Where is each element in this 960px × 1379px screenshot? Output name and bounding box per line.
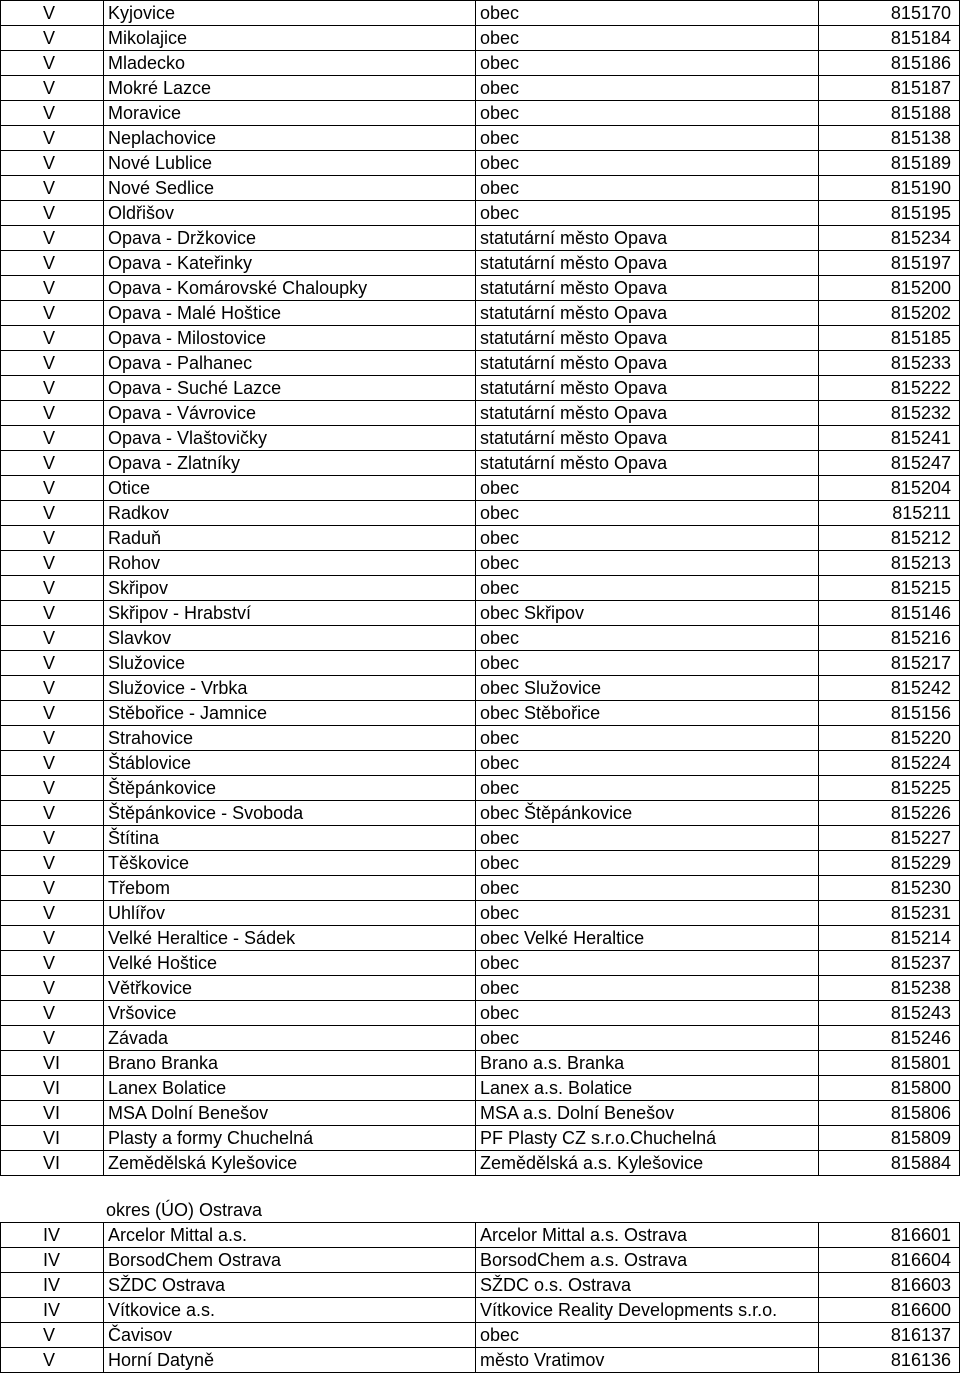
category-cell: V [1,701,104,726]
category-cell: V [1,426,104,451]
locality-name-cell: Štítina [104,826,476,851]
category-cell: V [1,526,104,551]
locality-code-cell: 816137 [819,1323,960,1348]
table-row [1,401,960,426]
category-cell: V [1,551,104,576]
locality-code-cell: 816603 [819,1273,960,1298]
category-cell: V [1,226,104,251]
category-cell: V [1,151,104,176]
category-cell: V [1,176,104,201]
locality-type-cell: obec [476,851,819,876]
locality-code-cell: 815184 [819,26,960,51]
table-row [1,351,960,376]
locality-name-cell: Zemědělská Kylešovice [104,1151,476,1176]
locality-type-cell: obec [476,76,819,101]
table-row [1,501,960,526]
category-cell: V [1,351,104,376]
locality-type-cell: město Vratimov [476,1348,819,1373]
table-row [1,1001,960,1026]
category-cell: V [1,876,104,901]
locality-code-cell: 815234 [819,226,960,251]
locality-name-cell: Horní Datyně [104,1348,476,1373]
category-cell: V [1,26,104,51]
category-cell: V [1,951,104,976]
category-cell: V [1,851,104,876]
category-cell: IV [1,1273,104,1298]
table-row [1,101,960,126]
locality-code-cell: 815186 [819,51,960,76]
locality-name-cell: Arcelor Mittal a.s. [104,1223,476,1248]
locality-type-cell: obec [476,151,819,176]
locality-type-cell: Zemědělská a.s. Kylešovice [476,1151,819,1176]
locality-table-body [1,1,960,1176]
locality-name-cell: Nové Lublice [104,151,476,176]
locality-code-cell: 815229 [819,851,960,876]
category-cell: V [1,76,104,101]
locality-name-cell: Kyjovice [104,1,476,26]
locality-type-cell: statutární město Opava [476,401,819,426]
table-row [1,801,960,826]
locality-name-cell: Vítkovice a.s. [104,1298,476,1323]
locality-type-cell: statutární město Opava [476,301,819,326]
locality-type-cell: obec [476,626,819,651]
locality-code-cell: 815156 [819,701,960,726]
category-cell: VI [1,1101,104,1126]
locality-type-cell: obec [476,951,819,976]
locality-type-cell: obec [476,576,819,601]
category-cell: V [1,726,104,751]
category-cell: V [1,376,104,401]
table-row [1,1151,960,1176]
table-row [1,1051,960,1076]
locality-type-cell: obec [476,51,819,76]
locality-code-cell: 815211 [819,501,960,526]
locality-code-cell: 815231 [819,901,960,926]
locality-code-cell: 816136 [819,1348,960,1373]
table-row [1,551,960,576]
locality-code-cell: 815216 [819,626,960,651]
category-cell: V [1,751,104,776]
table-row [1,426,960,451]
locality-type-cell: Vítkovice Reality Developments s.r.o. [476,1298,819,1323]
category-cell: V [1,451,104,476]
locality-type-cell: Brano a.s. Branka [476,1051,819,1076]
table-row [1,851,960,876]
table-row [1,1223,960,1248]
table-row [1,276,960,301]
locality-name-cell: Radkov [104,501,476,526]
category-cell: V [1,401,104,426]
locality-type-cell: obec [476,726,819,751]
locality-type-cell: obec [476,26,819,51]
locality-code-cell: 815170 [819,1,960,26]
table-row [1,576,960,601]
category-cell: V [1,476,104,501]
locality-code-cell: 815195 [819,201,960,226]
category-cell: VI [1,1051,104,1076]
locality-code-cell: 816604 [819,1248,960,1273]
locality-code-cell: 816601 [819,1223,960,1248]
category-cell: V [1,776,104,801]
locality-name-cell: Skřipov - Hrabství [104,601,476,626]
table-row [1,326,960,351]
table-row [1,1323,960,1348]
table-row [1,451,960,476]
locality-type-cell: obec [476,776,819,801]
locality-name-cell: Opava - Zlatníky [104,451,476,476]
locality-code-cell: 815215 [819,576,960,601]
category-cell: V [1,826,104,851]
locality-code-cell: 815188 [819,101,960,126]
locality-type-cell: statutární město Opava [476,276,819,301]
table-row [1,151,960,176]
locality-code-cell: 815212 [819,526,960,551]
locality-name-cell: Opava - Vávrovice [104,401,476,426]
locality-code-cell: 815241 [819,426,960,451]
locality-name-cell: BorsodChem Ostrava [104,1248,476,1273]
locality-code-cell: 815217 [819,651,960,676]
locality-name-cell: Velké Hoštice [104,951,476,976]
locality-name-cell: SŽDC Ostrava [104,1273,476,1298]
locality-type-cell: obec [476,876,819,901]
category-cell: VI [1,1076,104,1101]
table-row [1,226,960,251]
locality-name-cell: Mladecko [104,51,476,76]
locality-table-body [1,1223,960,1373]
locality-type-cell: obec [476,1,819,26]
table-row [1,76,960,101]
category-cell: V [1,101,104,126]
category-cell: V [1,926,104,951]
category-cell: VI [1,1151,104,1176]
locality-name-cell: Moravice [104,101,476,126]
locality-name-cell: Vršovice [104,1001,476,1026]
locality-code-cell: 815227 [819,826,960,851]
locality-code-cell: 815226 [819,801,960,826]
locality-code-cell: 815809 [819,1126,960,1151]
locality-code-cell: 815247 [819,451,960,476]
category-cell: V [1,976,104,1001]
locality-name-cell: Mikolajice [104,26,476,51]
category-cell: V [1,676,104,701]
locality-type-cell: SŽDC o.s. Ostrava [476,1273,819,1298]
locality-code-cell: 815222 [819,376,960,401]
locality-name-cell: Strahovice [104,726,476,751]
locality-name-cell: Závada [104,1026,476,1051]
table-row [1,126,960,151]
table-row [1,701,960,726]
locality-type-cell: obec [476,1026,819,1051]
table-row [1,726,960,751]
table-row [1,526,960,551]
locality-type-cell: obec [476,826,819,851]
category-cell: V [1,51,104,76]
table-row [1,376,960,401]
locality-code-cell: 815202 [819,301,960,326]
table-row [1,251,960,276]
locality-name-cell: Třebom [104,876,476,901]
locality-name-cell: Oldřišov [104,201,476,226]
table-row [1,1298,960,1323]
locality-code-cell: 815884 [819,1151,960,1176]
table-row [1,1076,960,1101]
locality-code-cell: 815224 [819,751,960,776]
locality-name-cell: Velké Heraltice - Sádek [104,926,476,951]
locality-code-cell: 815237 [819,951,960,976]
table-row [1,1126,960,1151]
locality-code-cell: 815138 [819,126,960,151]
table-row [1,651,960,676]
locality-type-cell: obec [476,526,819,551]
locality-code-cell: 816600 [819,1298,960,1323]
category-cell: V [1,276,104,301]
table-row [1,976,960,1001]
table-row [1,626,960,651]
category-cell: IV [1,1248,104,1273]
locality-name-cell: Raduň [104,526,476,551]
locality-name-cell: Štěpánkovice - Svoboda [104,801,476,826]
locality-code-cell: 815204 [819,476,960,501]
table-row [1,476,960,501]
category-cell: IV [1,1298,104,1323]
locality-type-cell: PF Plasty CZ s.r.o.Chuchelná [476,1126,819,1151]
table-row [1,1,960,26]
locality-type-cell: statutární město Opava [476,251,819,276]
section-title: okres (ÚO) Ostrava [106,1200,263,1220]
category-cell: V [1,601,104,626]
locality-name-cell: Plasty a formy Chuchelná [104,1126,476,1151]
table-row [1,926,960,951]
locality-name-cell: Opava - Milostovice [104,326,476,351]
locality-code-cell: 815200 [819,276,960,301]
table-row [1,601,960,626]
locality-type-cell: statutární město Opava [476,451,819,476]
locality-code-cell: 815806 [819,1101,960,1126]
locality-name-cell: Opava - Kateřinky [104,251,476,276]
locality-code-cell: 815185 [819,326,960,351]
locality-type-cell: statutární město Opava [476,426,819,451]
table-row [1,1273,960,1298]
category-cell: IV [1,1223,104,1248]
category-cell: V [1,651,104,676]
locality-code-cell: 815220 [819,726,960,751]
locality-type-cell: obec [476,101,819,126]
locality-type-cell: statutární město Opava [476,226,819,251]
locality-type-cell: obec [476,551,819,576]
locality-name-cell: Opava - Držkovice [104,226,476,251]
locality-code-cell: 815187 [819,76,960,101]
locality-code-cell: 815243 [819,1001,960,1026]
locality-type-cell: obec [476,476,819,501]
locality-code-cell: 815238 [819,976,960,1001]
locality-name-cell: MSA Dolní Benešov [104,1101,476,1126]
locality-code-cell: 815189 [819,151,960,176]
locality-type-cell: obec [476,126,819,151]
locality-name-cell: Rohov [104,551,476,576]
locality-name-cell: Štěpánkovice [104,776,476,801]
locality-name-cell: Těškovice [104,851,476,876]
locality-type-cell: obec Velké Heraltice [476,926,819,951]
locality-type-cell: obec [476,1323,819,1348]
table-row [1,1026,960,1051]
locality-type-cell: statutární město Opava [476,376,819,401]
table-row [1,776,960,801]
locality-name-cell: Opava - Komárovské Chaloupky [104,276,476,301]
locality-name-cell: Otice [104,476,476,501]
category-cell: V [1,1323,104,1348]
locality-type-cell: obec [476,751,819,776]
category-cell: V [1,501,104,526]
table-row [1,26,960,51]
locality-type-cell: obec Služovice [476,676,819,701]
table-row [1,951,960,976]
locality-name-cell: Lanex Bolatice [104,1076,476,1101]
category-cell: V [1,1,104,26]
category-cell: V [1,301,104,326]
table-row [1,176,960,201]
locality-type-cell: statutární město Opava [476,351,819,376]
locality-name-cell: Nové Sedlice [104,176,476,201]
locality-type-cell: obec [476,201,819,226]
locality-code-cell: 815232 [819,401,960,426]
locality-type-cell: obec [476,651,819,676]
table-row [1,1348,960,1373]
table-row [1,301,960,326]
category-cell: V [1,626,104,651]
locality-type-cell: obec [476,976,819,1001]
locality-type-cell: obec Štěpánkovice [476,801,819,826]
locality-name-cell: Služovice - Vrbka [104,676,476,701]
locality-name-cell: Slavkov [104,626,476,651]
locality-type-cell: obec [476,176,819,201]
locality-type-cell: obec [476,901,819,926]
locality-code-cell: 815197 [819,251,960,276]
table-row [1,826,960,851]
table-row [1,676,960,701]
table-row [1,51,960,76]
table-row [1,751,960,776]
category-cell: VI [1,1126,104,1151]
locality-name-cell: Služovice [104,651,476,676]
locality-name-cell: Větřkovice [104,976,476,1001]
locality-type-cell: BorsodChem a.s. Ostrava [476,1248,819,1273]
category-cell: V [1,1001,104,1026]
locality-code-cell: 815800 [819,1076,960,1101]
locality-type-cell: statutární město Opava [476,326,819,351]
locality-type-cell: MSA a.s. Dolní Benešov [476,1101,819,1126]
locality-type-cell: Arcelor Mittal a.s. Ostrava [476,1223,819,1248]
locality-code-cell: 815146 [819,601,960,626]
category-cell: V [1,251,104,276]
locality-type-cell: obec Skřipov [476,601,819,626]
category-cell: V [1,326,104,351]
locality-code-cell: 815233 [819,351,960,376]
locality-code-cell: 815230 [819,876,960,901]
locality-type-cell: obec [476,501,819,526]
locality-table-ostrava [0,1222,960,1373]
category-cell: V [1,901,104,926]
locality-name-cell: Skřipov [104,576,476,601]
table-row [1,876,960,901]
locality-code-cell: 815801 [819,1051,960,1076]
locality-code-cell: 815225 [819,776,960,801]
locality-name-cell: Opava - Malé Hoštice [104,301,476,326]
locality-code-cell: 815190 [819,176,960,201]
locality-name-cell: Opava - Vlaštovičky [104,426,476,451]
locality-code-cell: 815246 [819,1026,960,1051]
locality-type-cell: Lanex a.s. Bolatice [476,1076,819,1101]
locality-name-cell: Čavisov [104,1323,476,1348]
table-row [1,1101,960,1126]
locality-name-cell: Stěbořice - Jamnice [104,701,476,726]
locality-name-cell: Brano Branka [104,1051,476,1076]
locality-name-cell: Mokré Lazce [104,76,476,101]
locality-code-cell: 815214 [819,926,960,951]
locality-name-cell: Neplachovice [104,126,476,151]
category-cell: V [1,1348,104,1373]
category-cell: V [1,801,104,826]
locality-code-cell: 815242 [819,676,960,701]
locality-type-cell: obec Stěbořice [476,701,819,726]
category-cell: V [1,576,104,601]
category-cell: V [1,201,104,226]
locality-name-cell: Opava - Palhanec [104,351,476,376]
locality-name-cell: Opava - Suché Lazce [104,376,476,401]
locality-name-cell: Štáblovice [104,751,476,776]
category-cell: V [1,1026,104,1051]
table-row [1,1248,960,1273]
locality-code-cell: 815213 [819,551,960,576]
table-row [1,201,960,226]
locality-name-cell: Uhlířov [104,901,476,926]
category-cell: V [1,126,104,151]
locality-type-cell: obec [476,1001,819,1026]
table-row [1,901,960,926]
